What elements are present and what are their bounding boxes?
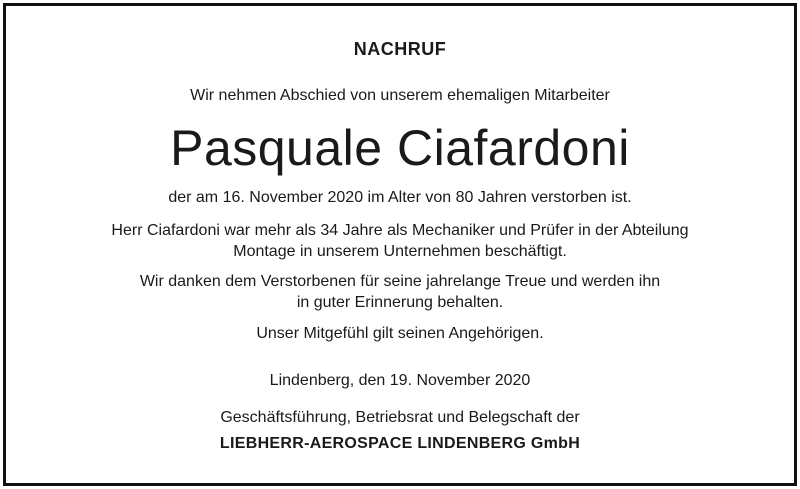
deceased-name: Pasquale Ciafardoni: [170, 120, 630, 176]
signatories-text: Geschäftsführung, Betriebsrat und Belegschaft der: [220, 409, 580, 426]
death-date-text: der am 16. November 2020 im Alter von 80 Jahren verstorben ist.: [168, 189, 632, 206]
intro-text: Wir nehmen Abschied von unserem ehemaligen Mitarbeiter: [190, 87, 610, 104]
company-name: LIEBHERR-AEROSPACE LINDENBERG GmbH: [219, 435, 581, 452]
notice-heading: NACHRUF: [353, 39, 447, 59]
career-text-line: Herr Ciafardoni war mehr als 34 Jahre als Mechaniker und Prüfer in der Abteilung: [111, 222, 689, 239]
thanks-text-line: in guter Erinnerung behalten.: [296, 294, 504, 311]
career-text-line: Montage in unserem Unternehmen beschäftigt.: [233, 243, 567, 260]
condolence-text: Unser Mitgefühl gilt seinen Angehörigen.: [256, 325, 544, 342]
place-date-text: Lindenberg, den 19. November 2020: [269, 372, 531, 389]
thanks-text-line: Wir danken dem Verstorbenen für seine jahrelange Treue und werden ihn: [139, 273, 661, 290]
obituary-frame: [3, 3, 797, 486]
